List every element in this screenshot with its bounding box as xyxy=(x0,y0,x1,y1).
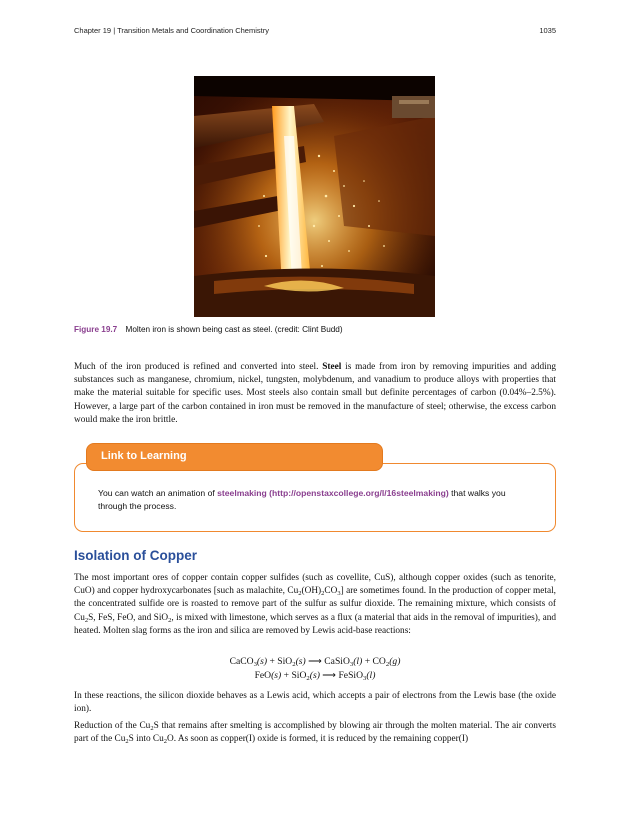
eq-state: (g) xyxy=(389,656,401,667)
eq-term: SiO xyxy=(291,670,307,681)
ores-text-5: S, FeS, FeO, and SiO xyxy=(88,612,169,623)
subscript: 2 xyxy=(84,616,89,624)
paragraph-lewis: In these reactions, the silicon dioxide behaves as a Lewis acid, which accepts a pair of electrons from the Lewis base (the oxide ion). xyxy=(74,691,556,715)
ores-text-4: ] are sometimes found. In the production of copper metal, the concentrated sulfide ore is roasted to remove part of the sulfur as sulfur dioxide. The remaining mixture, which consists of Cu xyxy=(74,586,556,623)
subscript: 3 xyxy=(253,661,257,668)
key-term-steel: Steel xyxy=(322,362,342,372)
reaction-arrow: ⟶ xyxy=(308,656,322,667)
ores-text-3: CO xyxy=(324,586,338,597)
paragraph-steel-text: Much of the iron produced is refined and converted into steel. xyxy=(74,362,319,372)
ores-text-2: (OH) xyxy=(301,586,322,597)
eq-state: (s) xyxy=(295,656,306,667)
figure-label: Figure 19.7 xyxy=(74,325,118,334)
paragraph-steel xyxy=(74,361,556,427)
eq-term: CaCO xyxy=(229,656,254,667)
equation-1 xyxy=(74,656,556,667)
plus-sign: + xyxy=(364,656,371,667)
chapter-title: Chapter 19 | Transition Metals and Coordination Chemistry xyxy=(74,26,269,35)
subscript: 2 xyxy=(306,675,310,682)
paragraph-reduction xyxy=(74,720,556,746)
eq-term: FeO xyxy=(254,670,272,681)
eq-state: (s) xyxy=(309,670,320,681)
subscript: 3 xyxy=(363,675,367,682)
subscript: 2 xyxy=(168,616,172,624)
reduction-text-1: Reduction of the Cu xyxy=(74,721,151,731)
section-title: Isolation of Copper xyxy=(74,548,197,563)
plus-sign: + xyxy=(283,670,290,681)
reduction-text-2: S that remains after smelting is accomplished by blowing air through the molten material. The air converts part of the Cu xyxy=(74,721,557,745)
eq-term: SiO xyxy=(277,656,293,667)
molten-iron-image xyxy=(194,76,435,317)
eq-term: CaSiO xyxy=(324,656,350,667)
reaction-arrow: ⟶ xyxy=(322,670,337,681)
subscript: 2 xyxy=(150,725,154,732)
eq-term: FeSiO xyxy=(338,670,363,681)
link-to-learning-text xyxy=(98,487,528,512)
link-to-learning-title: Link to Learning xyxy=(101,450,187,462)
subscript: 3 xyxy=(349,661,354,668)
subscript: 2 xyxy=(125,738,129,746)
eq-term: CO xyxy=(372,656,386,667)
steelmaking-link[interactable]: steelmaking (http://openstaxcollege.org/l/16steelmaking) xyxy=(217,488,449,498)
reduction-text-3: S into Cu xyxy=(128,734,164,745)
plus-sign: + xyxy=(269,656,275,667)
molten-iron-photo xyxy=(194,76,435,317)
reduction-text-4: O. As soon as copper(I) oxide is formed, it is reduced by the remaining copper(I) xyxy=(167,734,469,745)
subscript: 2 xyxy=(385,661,390,668)
paragraph-steel-text-cont: is made from iron by removing impurities and adding substances such as manganese, chromium, nickel, tungsten, molybdenum, and vanadium to produce alloys with properties that make the material suitable for specific uses. Most steels also contain small but definite percentages of carbon (0.04%–2.5%). However, a large part of the carbon contained in iron must be removed in the manufacture of steel; otherwise, the excess carbon would make the iron brittle. xyxy=(74,362,557,425)
link-to-learning-text-before: You can watch an animation of xyxy=(98,488,215,498)
page-number: 1035 xyxy=(539,26,556,35)
equation-2 xyxy=(74,670,556,681)
ores-text-6: , is mixed with limestone, which serves as a flux (a material that aids in the removal of impurities), and heated. Molten slag forms as the iron and silica are removed by Lewis acid-base reactions: xyxy=(74,612,556,636)
paragraph-copper-ores xyxy=(74,572,556,638)
figure-caption xyxy=(74,325,556,334)
subscript: 2 xyxy=(321,590,325,598)
subscript: 2 xyxy=(298,590,302,598)
subscript: 2 xyxy=(292,661,296,668)
subscript: 2 xyxy=(163,738,168,746)
figure-caption-text: Molten iron is shown being cast as steel. (credit: Clint Budd) xyxy=(125,325,343,334)
link-to-learning-tab xyxy=(86,443,383,471)
eq-state: (s) xyxy=(271,670,282,681)
link-to-learning-text-after: that walks you through the process. xyxy=(98,488,506,511)
ores-text-1: The most important ores of copper contain copper sulfides (such as covellite, CuS), although copper oxides (such as tenorite, CuO) and copper hydroxycarbonates [such as malachite, Cu xyxy=(74,573,556,597)
eq-state: (l) xyxy=(366,670,376,681)
subscript: 3 xyxy=(337,590,341,598)
eq-state: (s) xyxy=(256,656,268,667)
eq-state: (l) xyxy=(353,656,363,667)
